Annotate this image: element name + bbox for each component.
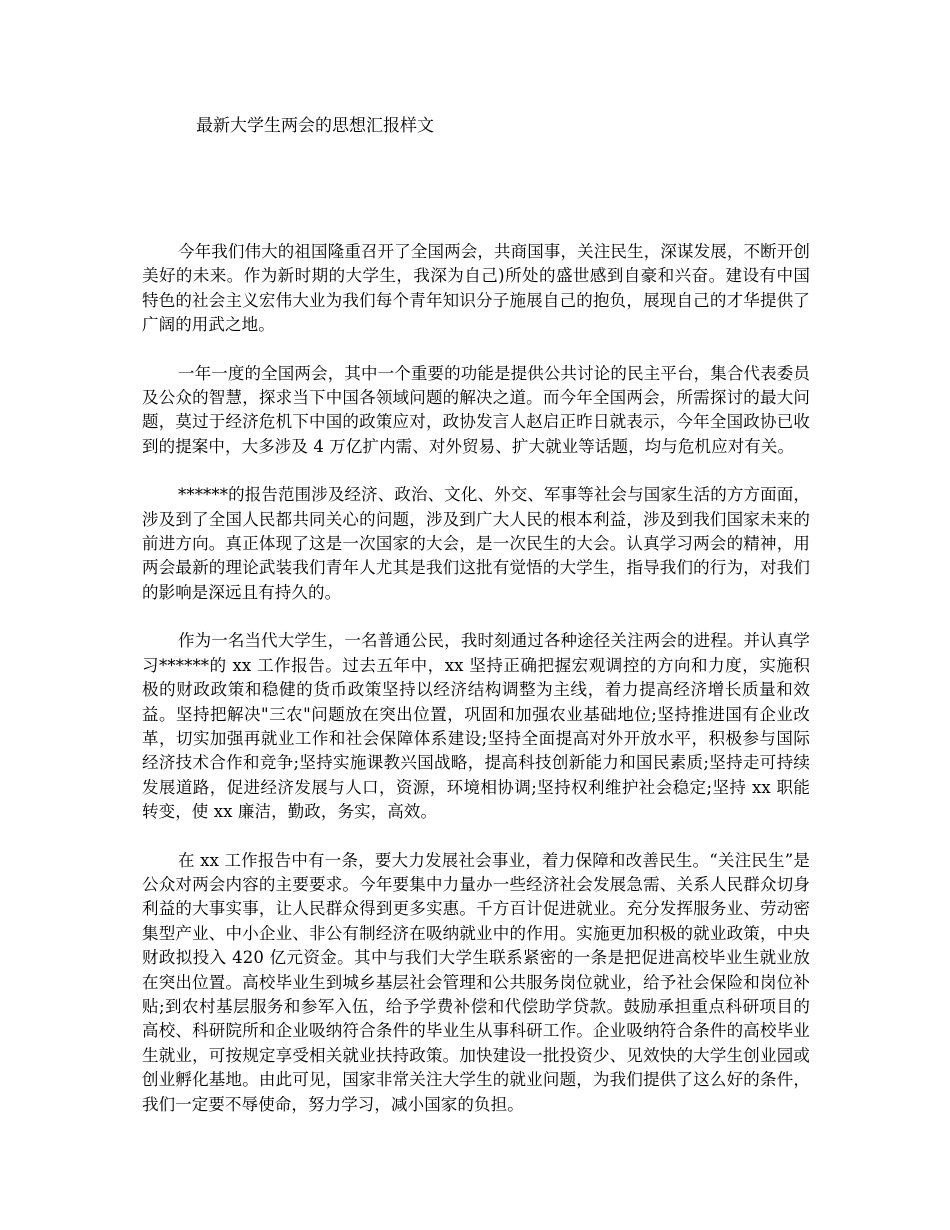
paragraph-1: 今年我们伟大的祖国隆重召开了全国两会，共商国事，关注民生，深谋发展，不断开创美好的未来。作为新时期的大学生，我深为自己)所处的盛世感到自豪和兴奋。建设有中国特色的社会主义宏伟大业为我们每个青年知识分子施展自己的抱负，展现自己的才华提供了广阔的用武之地。 <box>142 242 810 335</box>
document-title: 最新大学生两会的思想汇报样文 <box>196 116 434 136</box>
paragraph-2: 一年一度的全国两会，其中一个重要的功能是提供公共讨论的民主平台，集合代表委员及公众的智慧，探求当下中国各领域问题的解决之道。而今年全国两会，所需探讨的最大问题，莫过于经济危机下中国的政策应对，政协发言人赵启正昨日就表示，今年全国政协已收到的提案中，大多涉及 4 万亿扩内需、对外贸易、扩大就业等话题，均与危机应对有关。 <box>142 363 810 456</box>
paragraph-3: ******的报告范围涉及经济、政治、文化、外交、军事等社会与国家生活的方方面面，涉及到了全国人民都共同关心的问题，涉及到广大人民的根本利益，涉及到我们国家未来的前进方向。真正体现了这是一次国家的大会，是一次民生的大会。认真学习两会的精神，用两会最新的理论武装我们青年人尤其是我们这批有觉悟的大学生，指导我们的行为，对我们的影响是深远且有持久的。 <box>142 485 810 602</box>
paragraph-4: 作为一名当代大学生，一名普通公民，我时刻通过各种途径关注两会的进程。并认真学习******的 xx 工作报告。过去五年中，xx 坚持正确把握宏观调控的方向和力度，实施积极的财政政策和稳健的货币政策坚持以经济结构调整为主线，着力提高经济增长质量和效益。坚持把解决"三农"问题放在突出位置，巩固和加强农业基础地位;坚持推进国有企业改革，切实加强再就业工作和社会保障体系建设;坚持全面提高对外开放水平，积极参与国际经济技术合作和竞争;坚持实施课教兴国战略，提高科技创新能力和国民素质;坚持走可持续发展道路，促进经济发展与人口，资源，环境相协调;坚持权利维护社会稳定;坚持 xx 职能转变，使 xx 廉洁，勤政，务实，高效。 <box>142 631 810 822</box>
document-body <box>142 240 810 1141</box>
paragraph-5: 在 xx 工作报告中有一条，要大力发展社会事业，着力保障和改善民生。“关注民生”是公众对两会内容的主要要求。今年要集中力量办一些经济社会发展急需、关系人民群众切身利益的大事实事，让人民群众得到更多实惠。千方百计促进就业。充分发挥服务业、劳动密集型产业、中小企业、非公有制经济在吸纳就业中的作用。实施更加积极的就业政策，中央财政拟投入 420 亿元资金。其中与我们大学生联系紧密的一条是把促进高校毕业生就业放在突出位置。高校毕业生到城乡基层社会管理和公共服务岗位就业，给予社会保险和岗位补贴;到农村基层服务和参军入伍，给予学费补偿和代偿助学贷款。鼓励承担重点科研项目的高校、科研院所和企业吸纳符合条件的毕业生从事科研工作。企业吸纳符合条件的高校毕业生就业，可按规定享受相关就业扶持政策。加快建设一批投资少、见效快的大学生创业园或创业孵化基地。由此可见，国家非常关注大学生的就业问题，为我们提供了这么好的条件，我们一定要不辱使命，努力学习，减小国家的负担。 <box>142 850 810 1114</box>
